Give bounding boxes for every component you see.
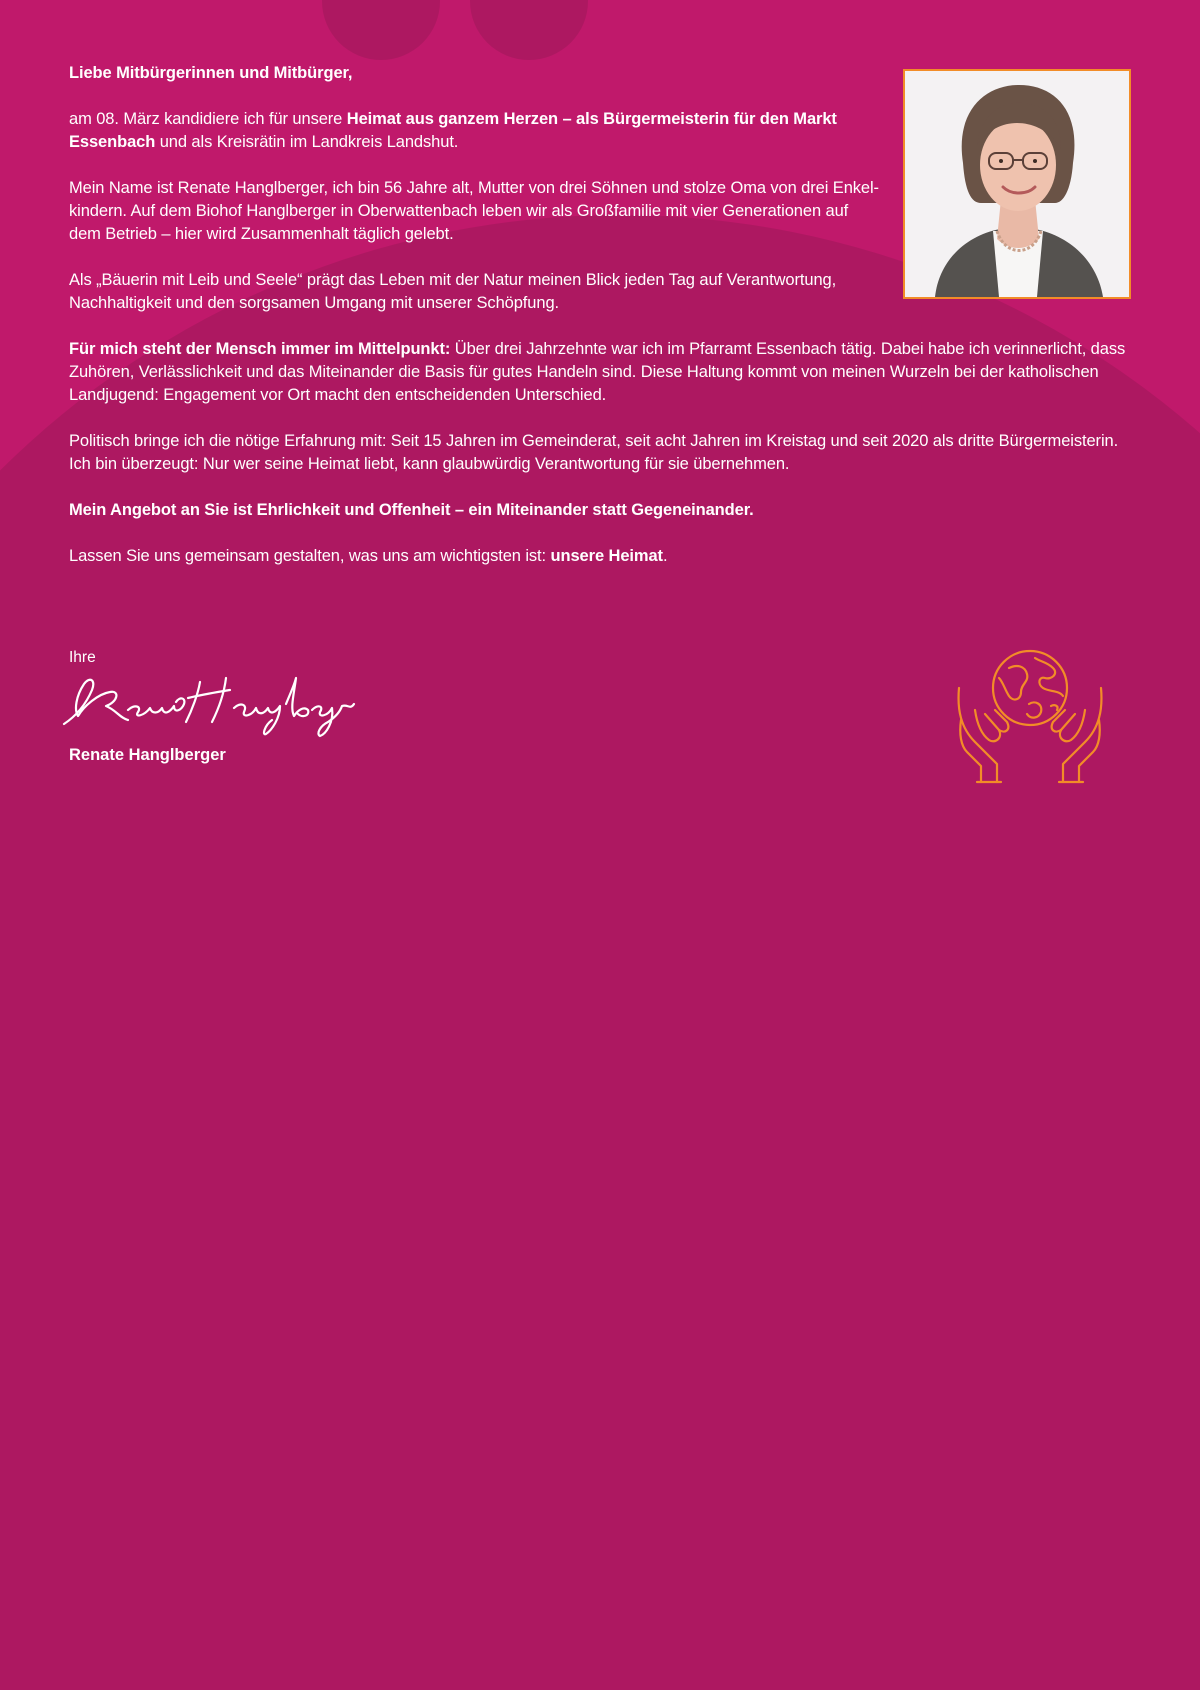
handwritten-signature: [58, 664, 358, 744]
paragraph-offer: Mein Angebot an Sie ist Ehrlichkeit und Offenheit – ein Miteinander statt Gegeneinander.: [69, 501, 754, 519]
paragraph-farmer: Als „Bäuerin mit Leib und Seele“ prägt das Leben mit der Natur meinen Blick jeden Tag auf Verantwortung, Nachhaltigkeit und den sorgsamen Umgang mit unserer Schöpfung.: [69, 271, 837, 312]
paragraph-experience: Politisch bringe ich die nötige Erfahrung mit: Seit 15 Jahren im Gemeinderat, seit acht Jahren im Kreistag und seit 2020 als dritte Bürgermeisterin. Ich bin überzeugt: Nur wer seine Heimat liebt, kann glaubwürdig Verantwortung für sie übernehmen.: [69, 432, 1119, 473]
closing-word: Ihre: [69, 649, 96, 666]
paragraph-candidacy: am 08. März kandidiere ich für unsere Heimat aus ganzem Herzen – als Bürgermeisterin für den Markt Essenbach und als Kreisrätin im Landkreis Landshut.: [69, 110, 837, 151]
background-circle-top-left: [322, 0, 440, 60]
portrait-photo: [903, 69, 1131, 299]
signer-name: Renate Hanglberger: [69, 746, 226, 764]
paragraph-people: Für mich steht der Mensch immer im Mittelpunkt: Über drei Jahrzehnte war ich im Pfarramt Essenbach tätig. Dabei habe ich verinnerlicht, dass Zuhören, Verlässlichkeit und das Miteinander die Basis für gutes Handeln sind. Diese Haltung kommt von meinen Wurzeln bei der katholischen Landjugend: Engagement vor Ort macht den entscheidenden Unterschied.: [69, 340, 1126, 404]
paragraph-closing: Lassen Sie uns gemeinsam gestalten, was uns am wichtigsten ist: unsere Heimat.: [69, 547, 668, 565]
salutation: Liebe Mitbürgerinnen und Mitbürger,: [69, 64, 353, 82]
paragraph-family: Mein Name ist Renate Hanglberger, ich bin 56 Jahre alt, Mutter von drei Söhnen und stolze Oma von drei Enkel-kindern. Auf dem Biohof Hanglberger in Oberwattenbach leben wir als Großfamilie mit vier Generationen auf dem Betrieb – hier wird Zusammenhalt täglich gelebt.: [69, 179, 879, 243]
hands-holding-globe-icon: [955, 648, 1105, 788]
background-circle-top-right: [470, 0, 588, 60]
